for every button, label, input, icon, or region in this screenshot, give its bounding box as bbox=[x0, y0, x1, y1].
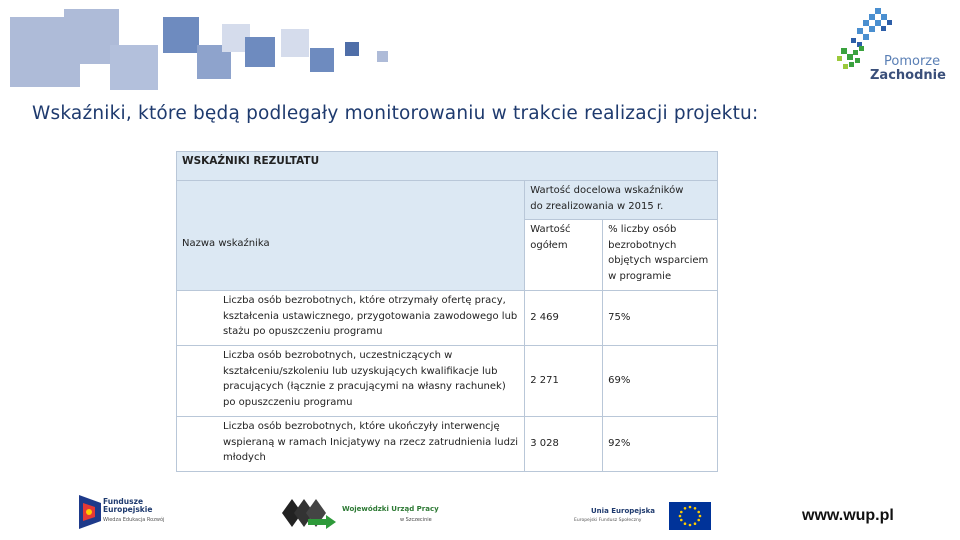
brand-name-line1: Pomorze bbox=[884, 54, 941, 69]
indicator-total: 3 028 bbox=[525, 417, 603, 472]
indicator-total: 2 469 bbox=[525, 291, 603, 346]
table-section-row bbox=[177, 152, 718, 181]
table-row bbox=[177, 291, 718, 346]
indicator-total: 2 271 bbox=[525, 346, 603, 417]
indicators-table bbox=[176, 151, 718, 472]
decor-square bbox=[310, 48, 334, 72]
page-title: Wskaźniki, które będą podlegały monitorowaniu w trakcie realizacji projektu: bbox=[32, 103, 759, 124]
indicator-name: Liczba osób bezrobotnych, uczestniczących w kształceniu/szkoleniu lub uzyskujących kwalifikacje lub pracujących (łącznie z pracującymi na własny rachunek) po opuszczeniu programu bbox=[177, 346, 525, 417]
decor-square bbox=[245, 37, 275, 67]
wup-line1: Wojewódzki Urząd Pracy bbox=[342, 505, 439, 513]
brand-name-line2: Zachodnie bbox=[870, 68, 946, 83]
indicator-name: Liczba osób bezrobotnych, które otrzymały ofertę pracy, kształcenia ustawicznego, przygotowania zawodowego lub stażu po opuszczeniu programu bbox=[177, 291, 525, 346]
table-section-title: WSKAŹNIKI REZULTATU bbox=[177, 152, 718, 181]
indicator-name: Liczba osób bezrobotnych, które ukończyły interwencję wspieraną w ramach Inicjatywy na rzecz zatrudnienia ludzi młodych bbox=[177, 417, 525, 472]
ue-line1: Unia Europejska bbox=[591, 507, 655, 515]
website-url: www.wup.pl bbox=[802, 507, 894, 524]
column-header-group: Wartość docelowa wskaźników do zrealizowania w 2015 r. bbox=[525, 181, 718, 220]
table-header-row bbox=[177, 181, 718, 220]
column-header-total: Wartość ogółem bbox=[525, 220, 603, 291]
indicator-percent: 75% bbox=[603, 291, 718, 346]
column-header-percent: % liczby osób bezrobotnych objętych wsparciem w programie bbox=[603, 220, 718, 291]
indicator-percent: 69% bbox=[603, 346, 718, 417]
wup-line2: w Szczecinie bbox=[400, 517, 432, 523]
fundusze-europejskie-logo bbox=[79, 495, 101, 529]
column-header-name: Nazwa wskaźnika bbox=[177, 181, 525, 291]
fe-line2: Europejskie bbox=[103, 505, 153, 514]
decor-square bbox=[163, 17, 199, 53]
ue-line2: Europejski Fundusz Społeczny bbox=[574, 518, 642, 523]
indicator-percent: 92% bbox=[603, 417, 718, 472]
eu-flag-icon bbox=[669, 502, 711, 530]
table-row bbox=[177, 346, 718, 417]
decor-square bbox=[345, 42, 359, 56]
table-row bbox=[177, 417, 718, 472]
fe-line1: Fundusze bbox=[103, 497, 144, 506]
wup-logo bbox=[280, 497, 338, 529]
decor-square bbox=[110, 45, 158, 90]
decor-square bbox=[281, 29, 309, 57]
fe-line3: Wiedza Edukacja Rozwój bbox=[103, 517, 165, 523]
decor-square bbox=[377, 51, 388, 62]
